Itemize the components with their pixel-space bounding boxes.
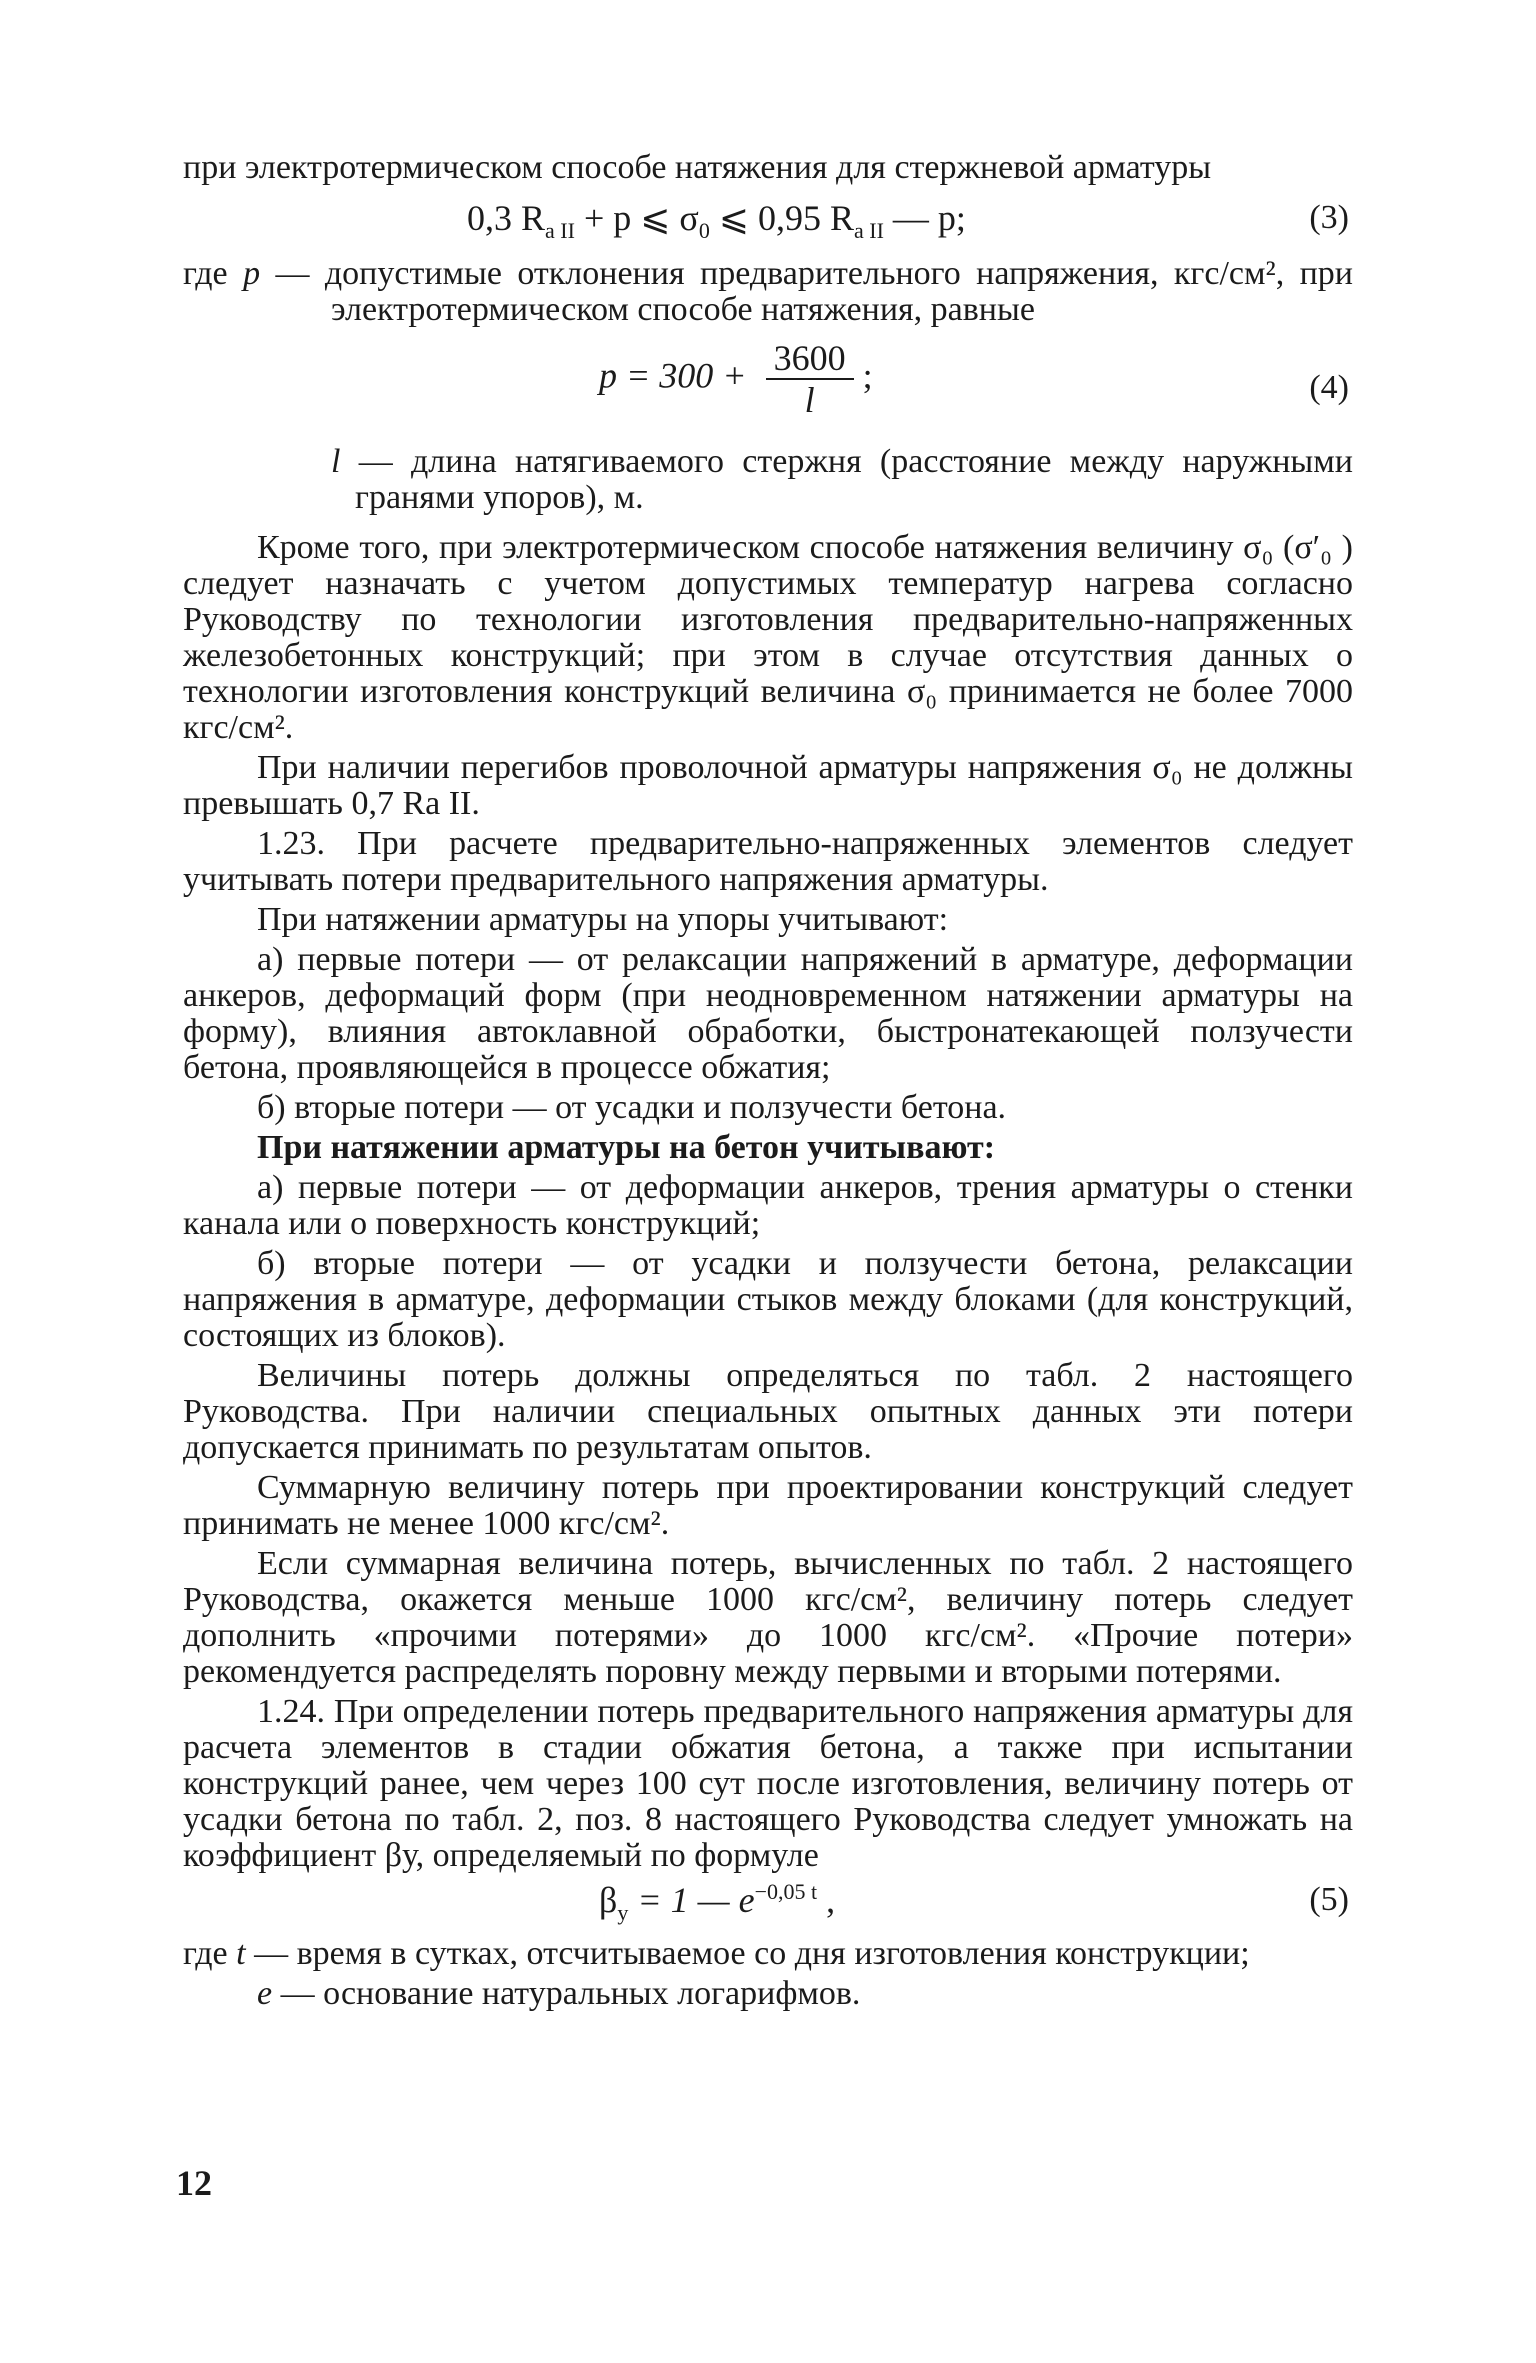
formula-5-number: (5)	[1309, 1881, 1349, 1918]
formula-5-expression	[599, 1879, 836, 1926]
section-1-23-number: 1.23.	[257, 825, 325, 862]
l-def-symbol: l	[331, 443, 341, 480]
f4-tail: ;	[853, 355, 873, 396]
formula-5	[183, 1878, 1353, 1930]
stops-item-b: б) вторые потери — от усадки и ползучести бетона.	[257, 1089, 1007, 1126]
formula-4-number: (4)	[1309, 369, 1349, 406]
formula-3-number: (3)	[1309, 199, 1349, 236]
section-1-24	[183, 1694, 1353, 1874]
f3-a: 0,3 R	[467, 198, 546, 238]
e-def-text: — основание натуральных логарифмов.	[272, 1975, 861, 2012]
p-definition	[183, 256, 1353, 328]
f3-sub1: а II	[545, 218, 575, 244]
f5-tail: ,	[817, 1880, 836, 1920]
paragraph-other-losses: Если суммарная величина потерь, вычисленных по табл. 2 настоящего Руководства, окажется меньше 1000 кгс/см², величину потерь следует дополнить «прочими потерями» до 1000 кгс/см². «Прочие потери» рекомендуется распределять поровну между первыми и вторыми потерями.	[183, 1545, 1353, 1690]
f4-numerator: 3600	[766, 340, 854, 380]
f4-fraction	[766, 340, 854, 418]
concrete-item-a: а) первые потери — от деформации анкеров, трения арматуры о стенки канала или о поверхность конструкций;	[183, 1169, 1353, 1242]
p-def-symbol: p	[243, 255, 261, 292]
f5-lhs: β	[599, 1880, 618, 1920]
t-def-symbol: t	[236, 1935, 246, 1972]
formula-4	[183, 334, 1353, 438]
t-def-lead: где	[183, 1935, 237, 1972]
f5-exponent: −0,05 t	[754, 1879, 818, 1904]
t-definition	[183, 1936, 1353, 1972]
f4-lhs: p = 300 +	[599, 355, 756, 396]
formula-3-expression	[467, 198, 966, 244]
p-def-lead: где	[183, 255, 244, 292]
page-body	[183, 150, 1353, 2016]
paragraph-electrothermal: Кроме того, при электротермическом способе натяжения величину σ₀ (σ′₀ ) следует назначать с учетом допустимых температур нагрева согласно Руководству по технологии изготовления предварительно-напряженных железобетонных конструкций; при этом в случае отсутствия данных о технологии изготовления конструкций величина σ₀ принимается не более 7000 кгс/см².	[183, 529, 1353, 746]
f3-d: — p;	[883, 198, 966, 238]
section-1-24-number: 1.24.	[257, 1693, 325, 1730]
f3-sub2: а II	[854, 218, 884, 244]
intro-text	[183, 150, 1353, 186]
paragraph-loss-sum: Суммарную величину потерь при проектировании конструкций следует принимать не менее 1000 кгс/см².	[183, 1469, 1353, 1542]
section-1-23-text: При расчете предварительно-напряженных элементов следует учитывать потери предварительного напряжения арматуры.	[183, 825, 1353, 898]
f3-sub0: 0	[698, 218, 710, 244]
stops-item-a: а) первые потери — от релаксации напряжений в арматуре, деформации анкеров, деформаций форм (при неодновременном натяжении арматуры на форму), влияния автоклавной обработки, быстронатекающей ползучести бетона, проявляющейся в процессе обжатия;	[183, 941, 1353, 1086]
formula-4-expression	[599, 340, 873, 418]
p-def-text: — допустимые отклонения предварительного напряжения, кгс/см², при электротермическом способе натяжения, равные	[260, 255, 1353, 328]
l-def-text: — длина натягиваемого стержня (расстояние между наружными гранями упоров), м.	[340, 443, 1353, 516]
formula-3	[183, 192, 1353, 250]
l-definition	[207, 444, 1353, 516]
f4-denominator: l	[804, 380, 815, 420]
paragraph-bends: При наличии перегибов проволочной арматуры напряжения σ₀ не должны превышать 0,7 Rа II.	[183, 749, 1353, 822]
f5-mid: = 1 — e	[628, 1880, 755, 1920]
stops-heading: При натяжении арматуры на упоры учитывают:	[257, 901, 949, 938]
f3-b: + p ⩽ σ	[574, 198, 699, 238]
concrete-heading: При натяжении арматуры на бетон учитывают:	[257, 1129, 996, 1166]
e-def-symbol: e	[257, 1975, 273, 2012]
page-number: 12	[176, 2163, 212, 2203]
f3-c: ⩽ 0,95 R	[709, 198, 854, 238]
paragraph-loss-values: Величины потерь должны определяться по табл. 2 настоящего Руководства. При наличии специальных опытных данных эти потери допускается принимать по результатам опытов.	[183, 1357, 1353, 1466]
t-def-text: — время в сутках, отсчитываемое со дня изготовления конструкции;	[245, 1935, 1250, 1972]
section-1-24-text: При определении потерь предварительного напряжения арматуры для расчета элементов в стадии обжатия бетона, а также при испытании конструкций ранее, чем через 100 сут после изготовления, величину потерь от усадки бетона по табл. 2, поз. 8 настоящего Руководства следует умножать на коэффициент βу, определяемый по формуле	[183, 1693, 1353, 1874]
e-definition	[183, 1976, 1353, 2012]
concrete-item-b: б) вторые потери — от усадки и ползучести бетона, релаксации напряжения в арматуре, деформации стыков между блоками (для конструкций, состоящих из блоков).	[183, 1245, 1353, 1354]
section-1-23	[183, 826, 1353, 898]
f5-lhs-sub: у	[617, 1900, 629, 1926]
intro-span: при электротермическом способе натяжения для стержневой арматуры	[183, 149, 1212, 186]
